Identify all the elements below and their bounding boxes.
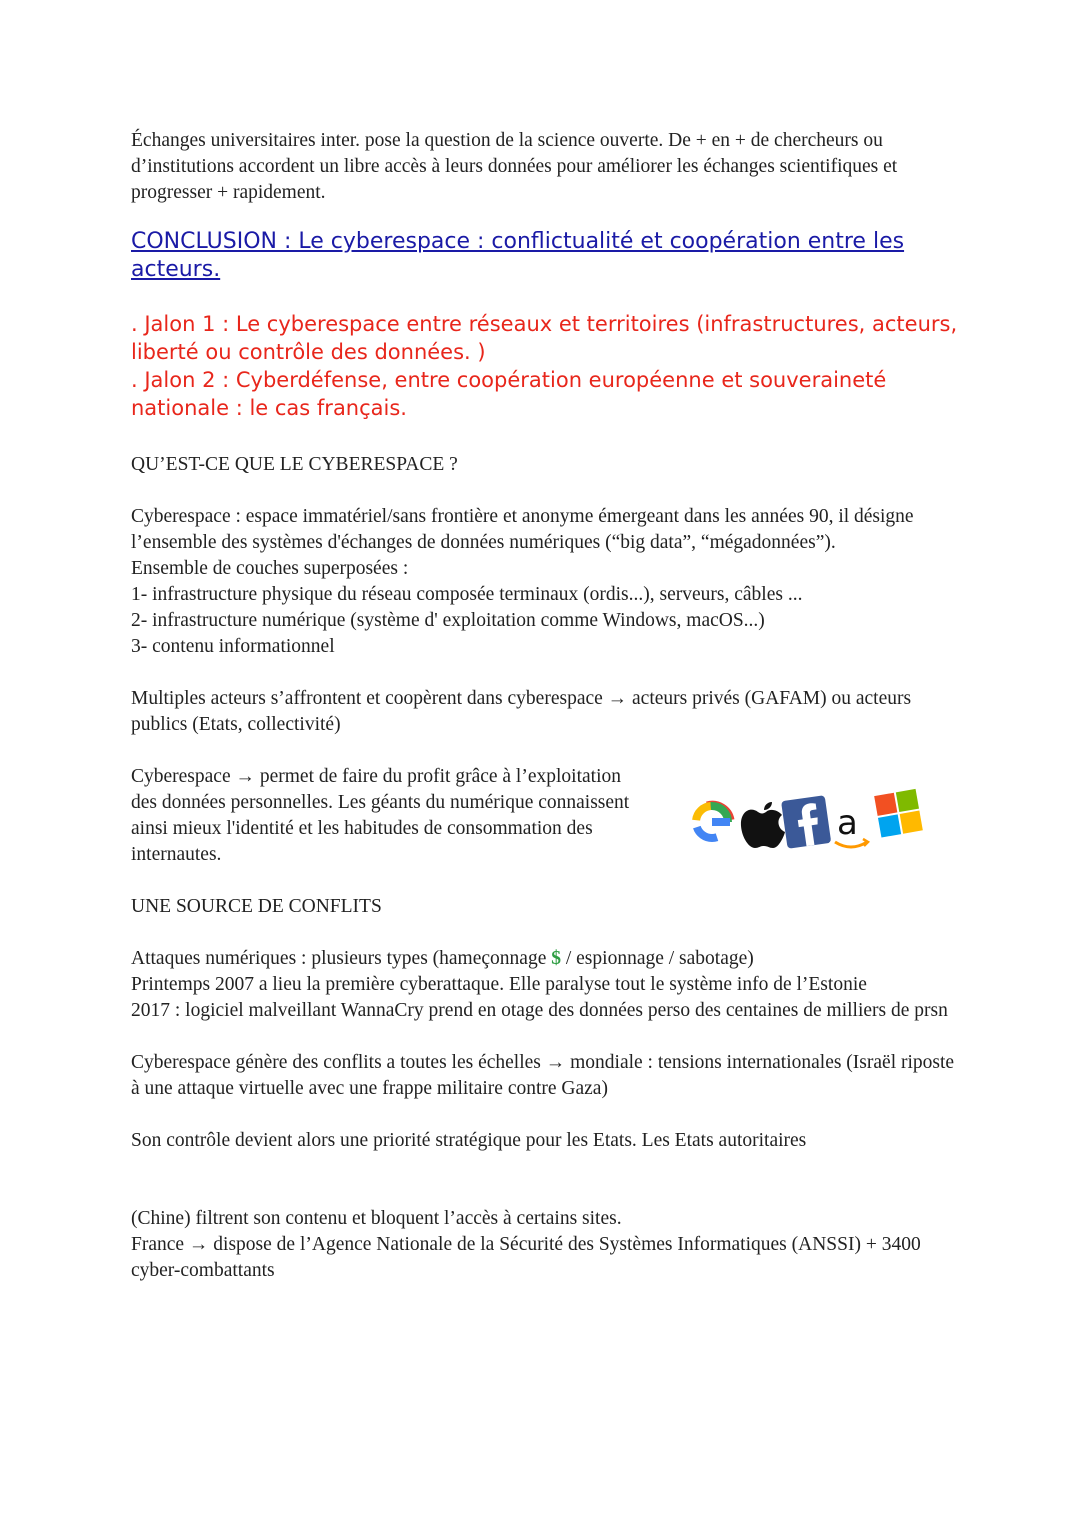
attaques-paragraph (131, 946, 961, 972)
france-paragraph: France → dispose de l’Agence Nationale de la Sécurité des Systèmes Informatiques (ANSSI) + 3400 cyber-combattants (131, 1234, 921, 1281)
jalon-1: . Jalon 1 : Le cyberespace entre réseaux et territoires (infrastructures, acteurs, liberté ou contrôle des données. ) (131, 312, 958, 364)
document-page (131, 128, 961, 1284)
conclusion-heading-link[interactable]: CONCLUSION : Le cyberespace : conflictualité et coopération entre les acteurs. (131, 229, 905, 282)
couches-intro: Ensemble de couches superposées : (131, 558, 409, 579)
microsoft-logo-icon (874, 789, 923, 838)
profit-block (131, 764, 961, 868)
google-logo-icon (694, 805, 730, 841)
printemps-paragraph: Printemps 2007 a lieu la première cyberattaque. Elle paralyse tout le système info de l’Estonie (131, 974, 867, 995)
intro-paragraph: Échanges universitaires inter. pose la question de la science ouverte. De + en + de chercheurs ou d’institutions accordent un libre accès à leurs données pour améliorer les échanges scientifiques et progresser + rapidement. (131, 130, 898, 203)
attaques-text-end: / espionnage / sabotage) (560, 948, 754, 969)
couche-item: 1- infrastructure physique du réseau composée terminaux (ordis...), serveurs, câbles ... (131, 584, 803, 605)
apple-logo-icon (741, 802, 785, 848)
wannacry-paragraph: 2017 : logiciel malveillant WannaCry prend en otage des données perso des centaines de milliers de prsn (131, 1000, 948, 1021)
controle-paragraph: Son contrôle devient alors une priorité stratégique pour les Etats. Les Etats autoritaires (131, 1130, 807, 1151)
acteurs-paragraph: Multiples acteurs s’affrontent et coopèrent dans cyberespace → acteurs privés (GAFAM) ou acteurs publics (Etats, collectivité) (131, 688, 912, 735)
profit-paragraph: Cyberespace → permet de faire du profit grâce à l’exploitation des données personnelles. Les géants du numérique connaissent ainsi mieux l'identité et les habitudes de consommation des internautes. (131, 766, 630, 865)
section-title-conflits: UNE SOURCE DE CONFLITS (131, 896, 382, 917)
couche-item: 2- infrastructure numérique (système d' exploitation comme Windows, macOS...) (131, 610, 765, 631)
conflits-paragraph: Cyberespace génère des conflits a toutes les échelles → mondiale : tensions internationales (Israël riposte à une attaque virtuelle avec une frappe militaire contre Gaza) (131, 1052, 955, 1099)
chine-paragraph: (Chine) filtrent son contenu et bloquent l’accès à certains sites. (131, 1208, 622, 1229)
facebook-logo-icon (781, 795, 831, 849)
jalon-2: . Jalon 2 : Cyberdéfense, entre coopération européenne et souveraineté nationale : le cas français. (131, 368, 887, 420)
dollar-icon: $ (551, 948, 561, 969)
cyberespace-definition: Cyberespace : espace immatériel/sans frontière et anonyme émergeant dans les années 90, il désigne l’ensemble des systèmes d'échanges de données numériques (“big data”, “mégadonnées”). (131, 506, 914, 553)
attaques-text: Attaques numériques : plusieurs types (hameçonnage (131, 948, 552, 969)
gafam-logos (688, 786, 928, 856)
section-title-cyberespace: QU’EST-CE QUE LE CYBERESPACE ? (131, 454, 458, 475)
couche-item: 3- contenu informationnel (131, 636, 335, 657)
amazon-logo-icon (835, 803, 868, 847)
svg-text:a: a (837, 803, 858, 843)
